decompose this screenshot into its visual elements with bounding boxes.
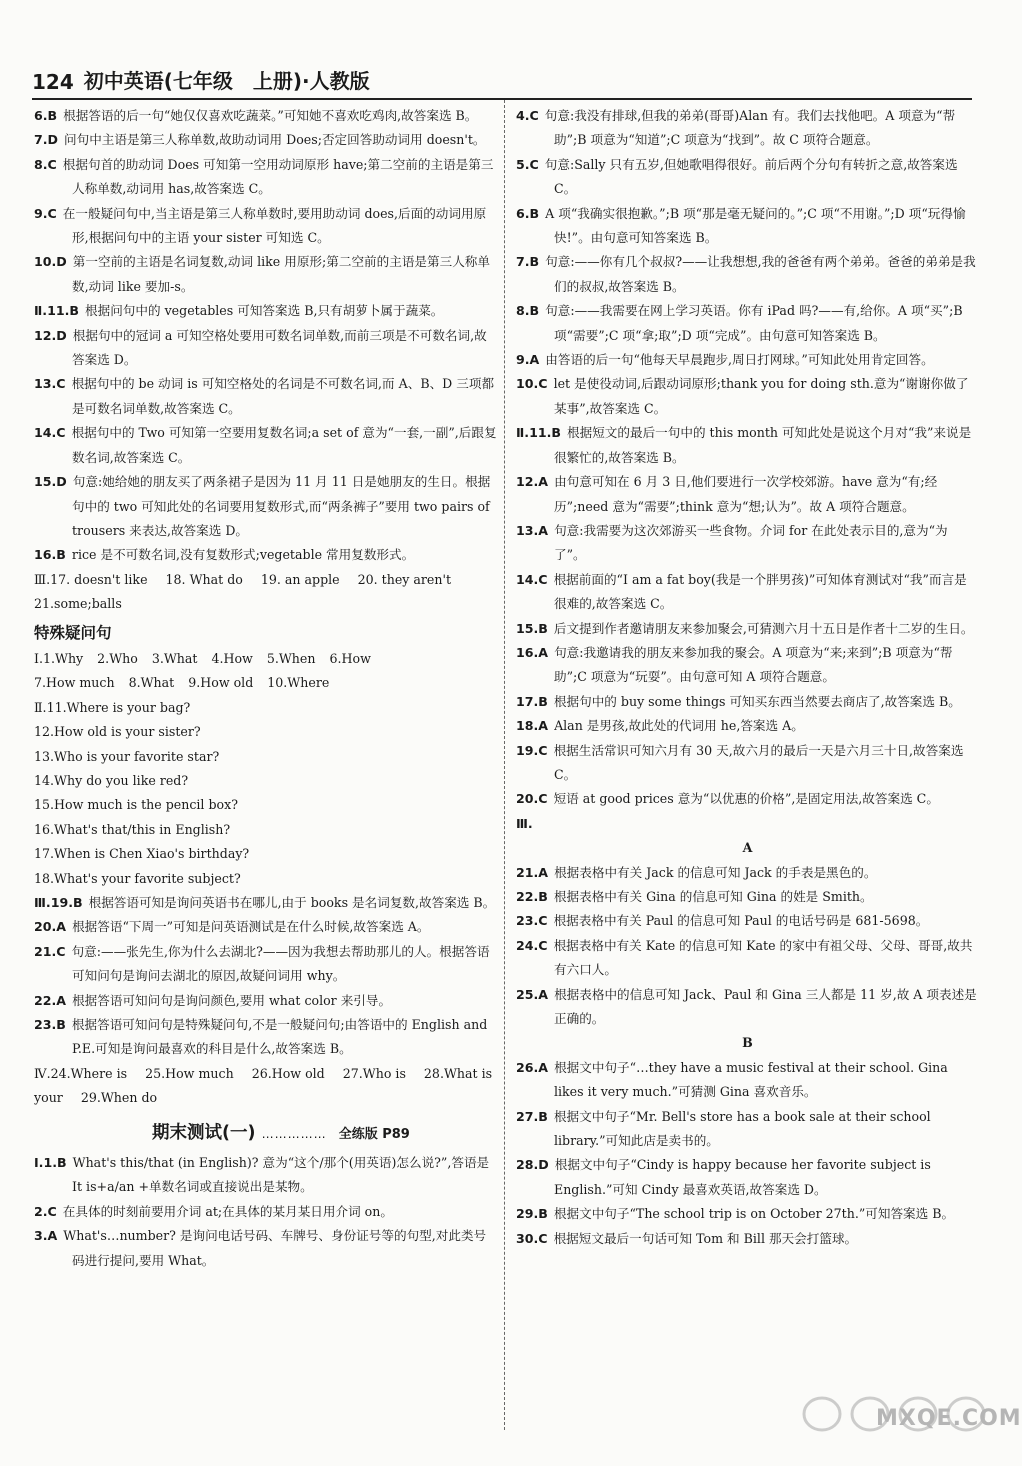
answer-number: 5.C: [516, 156, 539, 172]
answer-item: [516, 861, 979, 885]
answer-item: [516, 372, 979, 421]
answer-number: 30.C: [516, 1230, 548, 1246]
answer-explanation: 句意:Sally 只有五岁,但她歌唱得很好。前后两个分句有转折之意,故答案选 C。: [544, 156, 958, 197]
exam-title-text: 期末测试(一): [152, 1122, 256, 1143]
answer-explanation: 根据表格中有关 Gina 的信息可知 Gina 的姓是 Smith。: [553, 889, 873, 904]
answer-item: [34, 915, 497, 939]
answer-item: [516, 519, 979, 568]
answer-explanation: What's this/that (in English)? 意为“这个/那个(用英语)怎么说?”,答语是 It is+a/an +单数名词或直接说出是某物。: [72, 1155, 490, 1195]
answer-number: 13.A: [516, 522, 549, 538]
answer-number: Ⅲ.19.B: [34, 895, 83, 910]
answer-explanation: 由句意可知在 6 月 3 日,他们要进行一次学校郊游。have 意为“有;经历”;need 意为“需要”;think 意为“想;认为”。故 A 项符合题意。: [554, 474, 938, 514]
answer-item: [34, 543, 497, 567]
answer-number: 14.C: [516, 571, 548, 587]
answer-item: [516, 1153, 979, 1202]
answer-item: [34, 421, 497, 470]
right-answers-group-3: [516, 1056, 979, 1251]
answer-item: [516, 1227, 979, 1251]
answer-number: 6.B: [34, 108, 58, 123]
answer-number: 16.A: [516, 644, 549, 660]
answer-cell: 28.What is: [423, 1065, 493, 1081]
answer-number: Ⅱ.11.B: [516, 425, 561, 441]
part-a-heading: A: [742, 840, 753, 856]
answer-cell: your: [34, 1090, 63, 1106]
answer-explanation: 句意:我需要为这次郊游买一些食物。介词 for 在此处表示目的,意为“为了”。: [554, 522, 948, 563]
answer-cell: 3.What: [151, 650, 198, 666]
answer-item: [516, 641, 979, 690]
answer-item: [34, 128, 497, 152]
answer-explanation: rice 是不可数名词,没有复数形式;vegetable 常用复数形式。: [71, 547, 415, 563]
answer-item: [34, 372, 497, 421]
answer-item: [34, 202, 497, 251]
answer-cell: Ⅲ.17. doesn't like: [34, 571, 148, 587]
answer-number: 8.C: [34, 156, 57, 172]
question-line: Ⅱ.11.Where is your bag?: [34, 699, 191, 715]
section-title: 特殊疑问句: [34, 623, 112, 642]
answer-item: [34, 153, 497, 202]
answer-explanation: A 项“我确实很抱歉。”;B 项“那是毫无疑问的。”;C 项“不用谢。”;D 项“玩得愉快!”。由句意可知答案选 B。: [545, 205, 966, 246]
answer-item: [516, 1105, 979, 1154]
answer-explanation: 根据句中的 Two 可知第一空要用复数名词;a set of 意为“一套,一副”,后跟复数名词,故答案选 C。: [71, 425, 497, 465]
left-column: [34, 104, 497, 1273]
question-line: 16.What's that/this in English?: [34, 821, 231, 837]
answer-number: 4.C: [516, 108, 539, 123]
question-line: 12.How old is your sister?: [34, 724, 201, 740]
answer-row-24: [34, 1062, 497, 1086]
question-line: 18.What's your favorite subject?: [34, 870, 241, 886]
question-line: 17.When is Chen Xiao's birthday?: [34, 846, 250, 862]
answer-number: 10.C: [516, 376, 548, 392]
answer-item: [34, 1224, 497, 1273]
answer-explanation: 根据答语“下周一”可知是问英语测试是在什么时候,故答案选 A。: [72, 919, 430, 935]
answer-item: [516, 1056, 979, 1105]
answer-explanation: 根据问句中的 vegetables 可知答案选 B,只有胡萝卜属于蔬菜。: [85, 303, 444, 319]
answer-cell: 27.Who is: [342, 1065, 406, 1081]
answer-number: 24.C: [516, 937, 548, 953]
answer-explanation: 问句中主语是第三人称单数,故助动词用 Does;否定回答助动词用 doesn't。: [64, 132, 486, 148]
answer-number: Ⅰ.1.B: [34, 1155, 67, 1171]
answer-item: [34, 940, 497, 989]
answer-item: [516, 1202, 979, 1226]
question-line: 15.How much is the pencil box?: [34, 797, 238, 813]
answer-explanation: 根据表格中的信息可知 Jack、Paul 和 Gina 三人都是 11 岁,故 A 项表述是正确的。: [554, 986, 977, 1027]
answer-number: 3.A: [34, 1228, 58, 1244]
answer-explanation: 由答语的后一句“他每天早晨跑步,周日打网球。”可知此处用肯定回答。: [545, 352, 934, 368]
answer-number: 20.C: [516, 791, 548, 807]
answer-item: [516, 714, 979, 738]
answer-item: [516, 104, 979, 153]
answer-number: 15.B: [516, 620, 548, 636]
answer-cell: Ⅰ.1.Why: [34, 650, 84, 666]
answer-item: [516, 617, 979, 641]
answer-explanation: 根据答语的后一句“她仅仅喜欢吃蔬菜。”可知她不喜欢吃鸡肉,故答案选 B。: [63, 108, 478, 123]
answer-explanation: 在具体的时刻前要用介词 at;在具体的某月某日用介词 on。: [62, 1203, 393, 1219]
part-b-heading: B: [742, 1035, 753, 1051]
answer-explanation: 根据表格中有关 Jack 的信息可知 Jack 的手表是黑色的。: [554, 864, 877, 880]
answer-number: 12.A: [516, 474, 549, 490]
answer-item: [516, 983, 979, 1032]
answer-item: [516, 934, 979, 983]
answer-cell: 19. an apple: [260, 571, 340, 587]
answer-explanation: 句意:她给她的朋友买了两条裙子是因为 11 月 11 日是她朋友的生日。根据句中的 two 可知此处的名词要用复数形式,而“两条裤子”要用 two pairs of trousers 来表达,故答案选 D。: [72, 474, 491, 538]
answer-cell: 6.How: [329, 650, 371, 666]
answer-number: 9.C: [34, 205, 57, 221]
answer-cell: 5.When: [266, 650, 316, 666]
page-header: [32, 60, 972, 100]
answer-explanation: 根据答语可知是询问英语书在哪儿,由于 books 是名词复数,故答案选 B。: [88, 895, 496, 910]
answer-item: [34, 1200, 497, 1224]
answer-explanation: 根据短文最后一句话可知 Tom 和 Bill 那天会打篮球。: [553, 1230, 858, 1246]
answer-number: 17.B: [516, 693, 548, 709]
answer-explanation: Alan 是男孩,故此处的代词用 he,答案选 A。: [554, 718, 804, 734]
answer-cell: Ⅳ.24.Where is: [34, 1065, 128, 1081]
answer-item: [34, 470, 497, 543]
answer-explanation: 根据句中的 be 动词 is 可知空格处的名词是不可数名词,而 A、B、D 三项都是可数名词单数,故答案选 C。: [71, 376, 495, 416]
answer-item: [34, 891, 497, 915]
answer-explanation: 根据表格中有关 Kate 的信息可知 Kate 的家中有祖父母、父母、哥哥,故共有六口人。: [553, 937, 973, 978]
watermark-text: MXQE.COM: [876, 1406, 1022, 1431]
page-number: 124: [32, 70, 74, 94]
short-answer-row: [34, 671, 497, 695]
answer-item: [34, 989, 497, 1013]
answer-explanation: 根据文中句子“The school trip is on October 27th.”可知答案选 B。: [553, 1206, 955, 1222]
exam-title-leader: ……………: [261, 1126, 327, 1141]
answer-number: 7.D: [34, 132, 59, 148]
answer-number: 6.B: [516, 205, 540, 221]
answer-cell: 4.How: [211, 650, 253, 666]
answer-explanation: 根据文中句子“…they have a music festival at their school. Gina likes it very much.”可猜测 Gina 喜欢音乐。: [554, 1059, 948, 1100]
short-answer-rows: [34, 647, 497, 696]
answer-number: 22.B: [516, 889, 548, 904]
part-3-label: [516, 812, 979, 836]
answer-number: 9.A: [516, 352, 540, 368]
answer-number: 29.B: [516, 1206, 548, 1222]
answer-item: [516, 739, 979, 788]
answer-item: [34, 299, 497, 323]
answer-item: [516, 470, 979, 519]
answer-number: 14.C: [34, 425, 66, 441]
answer-number: 13.C: [34, 376, 66, 392]
right-answers-group-2: [516, 861, 979, 1032]
answer-number: 21.A: [516, 864, 549, 880]
answer-explanation: 根据句中的冠词 a 可知空格处要用可数名词单数,而前三项是不可数名词,故答案选 D。: [72, 327, 487, 368]
exam-page-ref: 全练版 P89: [338, 1126, 410, 1142]
answer-explanation: 句意:——我需要在网上学习英语。你有 iPad 吗?——有,给你。A 项“买”;B 项“需要”;C 项“拿;取”;D 项“完成”。由句意可知答案选 B。: [545, 303, 963, 343]
question-line: 14.Why do you like red?: [34, 772, 189, 788]
answer-explanation: let 是使役动词,后跟动词原形;thank you for doing sth.意为“谢谢你做了某事”,故答案选 C。: [553, 376, 969, 416]
answer-item: [516, 348, 979, 372]
answer-cell: 26.How old: [251, 1065, 325, 1081]
answer-explanation: 根据表格中有关 Paul 的信息可知 Paul 的电话号码是 681-5698。: [553, 913, 929, 929]
answer-item: [516, 787, 979, 811]
answer-item: [516, 153, 979, 202]
answer-number: 10.D: [34, 254, 67, 270]
answer-explanation: 在一般疑问句中,当主语是第三人称单数时,要用助动词 does,后面的动词用原形,根据问句中的主语 your sister 可知选 C。: [62, 205, 487, 246]
answer-explanation: 短语 at good prices 意为“以优惠的价格”,是固定用法,故答案选 C。: [553, 791, 939, 807]
answer-cell: 20. they aren't: [357, 571, 452, 587]
answer-number: 20.A: [34, 919, 67, 935]
answer-explanation: 句意:——你有几个叔叔?——让我想想,我的爸爸有两个弟弟。爸爸的弟弟是我们的叔叔,故答案选 B。: [545, 254, 976, 294]
answer-explanation: 根据答语可知问句是特殊疑问句,不是一般疑问句;由答语中的 English and P.E.可知是询问最喜欢的科目是什么,故答案选 B。: [71, 1017, 488, 1057]
column-divider: [504, 100, 505, 1430]
answer-cell: 8.What: [128, 675, 175, 691]
answer-row-17: [34, 568, 497, 592]
answer-number: 28.D: [516, 1157, 549, 1173]
answer-explanation: 根据答语可知问句是询问颜色,要用 what color 来引导。: [72, 992, 392, 1008]
answer-item: [34, 1013, 497, 1062]
answer-item: [516, 250, 979, 299]
answer-number: Ⅱ.11.B: [34, 303, 79, 319]
answer-cell: 9.How old: [188, 675, 254, 691]
answer-row-21: 21.some;balls: [34, 596, 122, 612]
answer-item: [516, 885, 979, 909]
question-line: 13.Who is your favorite star?: [34, 748, 220, 764]
answer-cell: 2.Who: [97, 650, 138, 666]
answer-number: 18.A: [516, 718, 549, 734]
answer-number: 27.B: [516, 1108, 548, 1124]
right-answers-group-1: [516, 104, 979, 812]
answer-item: [516, 421, 979, 470]
answer-explanation: 根据文中句子“Mr. Bell's store has a book sale at their school library.”可知此店是卖书的。: [553, 1108, 931, 1149]
short-answer-row: [34, 647, 497, 671]
answer-explanation: 根据文中句子“Cindy is happy because her favorite subject is English.”可知 Cindy 最喜欢英语,故答案选 D。: [554, 1157, 931, 1197]
answer-number: 21.C: [34, 943, 66, 959]
answer-explanation: 句意:——张先生,你为什么去湖北?——因为我想去帮助那儿的人。根据答语可知问句是询问去湖北的原因,故疑问词用 why。: [71, 943, 490, 984]
answer-number: 16.B: [34, 547, 66, 563]
answer-number: 2.C: [34, 1203, 57, 1219]
answer-explanation: What's…number? 是询问电话号码、车牌号、身份证号等的句型,对此类号码进行提问,要用 What。: [63, 1228, 487, 1268]
answer-row-29: [34, 1086, 497, 1110]
answer-item: [516, 690, 979, 714]
book-title: 初中英语(七年级 上册)·人教版: [83, 69, 370, 93]
answer-number: 25.A: [516, 986, 549, 1002]
answer-explanation: 后文提到作者邀请朋友来参加聚会,可猜测六月十五日是作者十二岁的生日。: [553, 620, 974, 636]
answer-cell: 7.How much: [34, 675, 115, 691]
answer-item: [516, 568, 979, 617]
answer-item: [34, 1151, 497, 1200]
answer-explanation: 根据生活常识可知六月有 30 天,故六月的最后一天是六月三十日,故答案选 C。: [553, 742, 964, 782]
answer-explanation: 句意:我没有排球,但我的弟弟(哥哥)Alan 有。我们去找他吧。A 项意为“帮助”;B 项意为“知道”;C 项意为“找到”。故 C 项符合题意。: [544, 108, 956, 148]
answer-number: 19.C: [516, 742, 548, 758]
right-column: [516, 104, 979, 1251]
answer-item: [34, 250, 497, 299]
exam-title: [152, 1121, 497, 1147]
answer-item: [516, 299, 979, 348]
part-3-label-text: Ⅲ.: [516, 815, 533, 831]
answer-explanation: 根据句中的 buy some things 可知买东西当然要去商店了,故答案选 B。: [553, 693, 961, 709]
question-list: [34, 696, 497, 891]
answer-item: [34, 324, 497, 373]
answer-explanation: 根据前面的“I am a fat boy(我是一个胖男孩)”可知体育测试对“我”而言是很难的,故答案选 C。: [553, 571, 967, 612]
answer-number: 23.C: [516, 913, 548, 929]
answer-cell: 25.How much: [145, 1065, 234, 1081]
answer-cell: 10.Where: [267, 675, 330, 691]
left-answers-group-2: [34, 891, 497, 1062]
answer-number: 7.B: [516, 254, 540, 270]
answer-item: [516, 202, 979, 251]
answer-explanation: 句意:我邀请我的朋友来参加我的聚会。A 项意为“来;来到”;B 项意为“帮助”;C 项意为“玩耍”。由句意可知 A 项符合题意。: [554, 644, 953, 685]
answer-number: 12.D: [34, 327, 67, 343]
left-answers-group-1: [34, 104, 497, 568]
answer-explanation: 第一空前的主语是名词复数,动词 like 用原形;第二空前的主语是第三人称单数,动词 like 要加-s。: [72, 254, 490, 294]
answer-number: 23.B: [34, 1017, 66, 1033]
answer-cell: 18. What do: [165, 571, 243, 587]
answer-item: [34, 104, 497, 128]
answer-number: 15.D: [34, 474, 67, 490]
answer-number: 22.A: [34, 992, 67, 1008]
answer-cell: 29.When do: [80, 1090, 158, 1106]
left-answers-group-3: [34, 1151, 497, 1273]
answer-explanation: 根据句首的助动词 Does 可知第一空用动词原形 have;第二空前的主语是第三人称单数,动词用 has,故答案选 C。: [62, 156, 494, 197]
answer-number: 8.B: [516, 303, 540, 319]
answer-item: [516, 909, 979, 933]
answer-explanation: 根据短文的最后一句中的 this month 可知此处是说这个月对“我”来说是很繁忙的,故答案选 B。: [554, 425, 972, 465]
answer-number: 26.A: [516, 1059, 549, 1075]
